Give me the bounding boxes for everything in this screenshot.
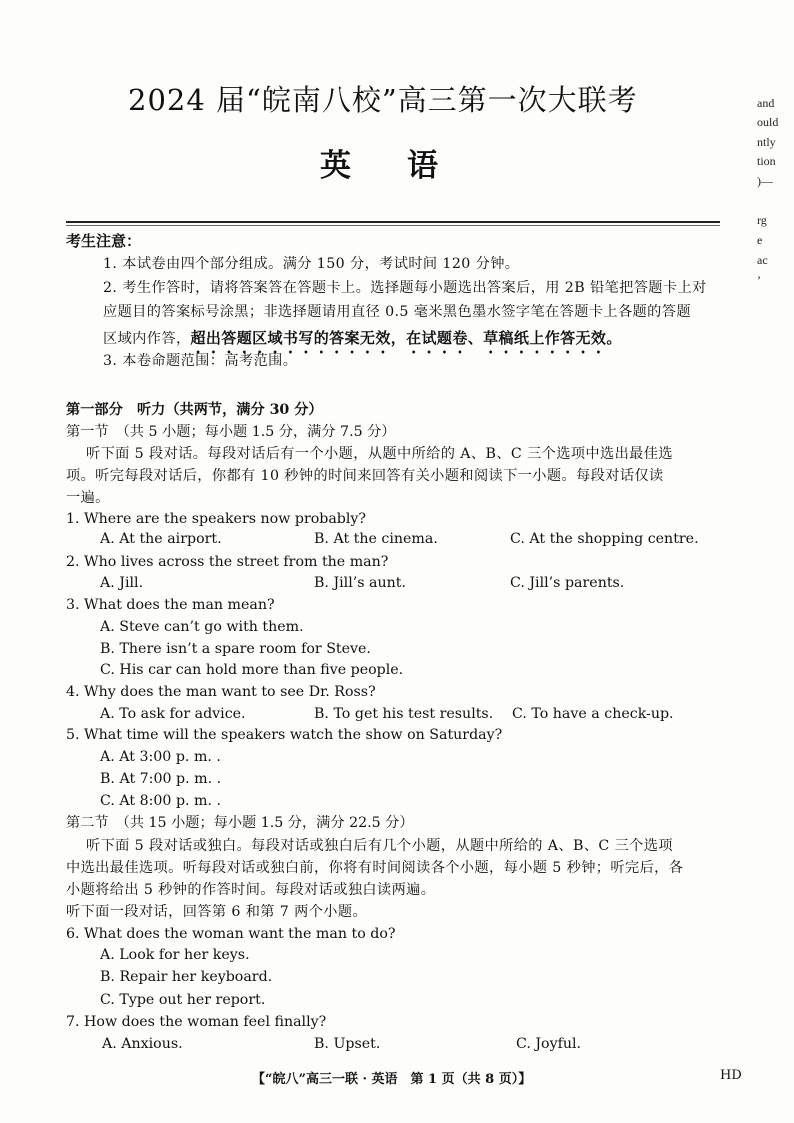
section1-instructions-line3: 一遍。: [66, 490, 110, 506]
question-3-option-c: C. His car can hold more than five people.: [100, 662, 404, 678]
question-7-option-b: B. Upset.: [314, 1036, 381, 1052]
page-footer: 【“皖八”高三一联 · 英语 第 1 页（共 8 页）】: [252, 1072, 532, 1087]
notice-item-2-emphasis: 超出答题区域书写的答案无效，在试题卷、草稿纸上作答无效。: [190, 329, 622, 347]
question-5-option-b: B. At 7:00 p. m. .: [100, 771, 222, 787]
question-7-stem: 7. How does the woman feel finally?: [66, 1014, 327, 1030]
exam-title: 2024 届“皖南八校”高三第一次大联考: [128, 83, 638, 117]
question-4-option-b: B. To get his test results.: [314, 706, 494, 722]
question-6-option-b: B. Repair her keyboard.: [100, 969, 273, 985]
question-6-option-a: A. Look for her keys.: [100, 947, 250, 963]
question-1-option-a: A. At the airport.: [100, 531, 222, 547]
question-4-option-c: C. To have a check-up.: [512, 706, 674, 722]
question-1-option-b: B. At the cinema.: [314, 531, 438, 547]
side-fragment-line: rg: [757, 213, 767, 227]
section2-instructions-line1: 听下面 5 段对话或独白。每段对话或独白后有几个小题，从题中所给的 A、B、C 三个选项: [86, 838, 673, 854]
notice-item-2-line1: 2. 考生作答时，请将答案答在答题卡上。选择题每小题选出答案后，用 2B 铅笔把答题卡上对: [103, 280, 707, 296]
section2-heading: 第二节 （共 15 小题；每小题 1.5 分，满分 22.5 分）: [66, 815, 414, 831]
question-2-option-c: C. Jill’s parents.: [510, 575, 625, 591]
question-7-option-c: C. Joyful.: [516, 1036, 582, 1052]
side-fragment-line: )—: [757, 174, 773, 188]
part1-heading: 第一部分 听力（共两节，满分 30 分）: [66, 402, 323, 418]
section1-instructions-line1: 听下面 5 段对话。每段对话后有一个小题，从题中所给的 A、B、C 三个选项中选出最佳选: [86, 446, 673, 462]
section2-instructions-line3: 小题将给出 5 秒钟的作答时间。每段对话或独白读两遍。: [66, 882, 436, 898]
question-2-stem: 2. Who lives across the street from the man?: [66, 554, 389, 570]
question-4-option-a: A. To ask for advice.: [100, 706, 246, 722]
question-7-option-a: A. Anxious.: [102, 1036, 183, 1052]
subject-title: 英语: [320, 148, 494, 184]
side-fragment-line: e: [757, 233, 763, 247]
notice-item-2-line3-plain: 区域内作答，: [103, 331, 191, 347]
header-divider: [66, 221, 720, 226]
question-4-stem: 4. Why does the man want to see Dr. Ross?: [66, 684, 376, 700]
question-2-option-a: A. Jill.: [100, 575, 144, 591]
side-fragment-line: and: [757, 96, 775, 110]
side-fragment-line: ’: [757, 273, 761, 287]
side-fragment-line: tion: [757, 154, 776, 168]
notice-heading: 考生注意：: [66, 232, 142, 250]
question-1-stem: 1. Where are the speakers now probably?: [66, 511, 367, 527]
side-fragment-line: ntly: [757, 135, 776, 149]
question-6-option-c: C. Type out her report.: [100, 992, 266, 1008]
section2-instructions-line2: 中选出最佳选项。听每段对话或独白前，你将有时间阅读各个小题，每小题 5 秒钟；听完后，各: [66, 860, 684, 876]
question-5-option-c: C. At 8:00 p. m. .: [100, 793, 222, 809]
dialog-intro: 听下面一段对话，回答第 6 和第 7 两个小题。: [66, 904, 368, 920]
question-5-option-a: A. At 3:00 p. m. .: [100, 749, 221, 765]
side-fragment-line: ac: [757, 253, 768, 267]
section1-instructions-line2: 项。听完每段对话后，你都有 10 秒钟的时间来回答有关小题和阅读下一小题。每段对话仅读: [66, 468, 664, 484]
question-3-option-b: B. There isn’t a spare room for Steve.: [100, 641, 371, 657]
notice-item-2-line2: 应题目的答案标号涂黑；非选择题请用直径 0.5 毫米黑色墨水签字笔在答题卡上各题的答题: [103, 304, 691, 320]
question-6-stem: 6. What does the woman want the man to do?: [66, 926, 396, 942]
side-fragment-line: ould: [757, 115, 779, 129]
question-3-option-a: A. Steve can’t go with them.: [100, 619, 304, 635]
notice-item-3: 3. 本卷命题范围：高考范围。: [103, 353, 298, 369]
question-5-stem: 5. What time will the speakers watch the show on Saturday?: [66, 727, 503, 743]
question-3-stem: 3. What does the man mean?: [66, 597, 275, 613]
notice-item-1: 1. 本试卷由四个部分组成。满分 150 分，考试时间 120 分钟。: [103, 256, 520, 272]
question-1-option-c: C. At the shopping centre.: [510, 531, 699, 547]
question-2-option-b: B. Jill’s aunt.: [314, 575, 406, 591]
paper-code: HD: [720, 1068, 742, 1083]
section1-heading: 第一节 （共 5 小题；每小题 1.5 分，满分 7.5 分）: [66, 424, 396, 440]
